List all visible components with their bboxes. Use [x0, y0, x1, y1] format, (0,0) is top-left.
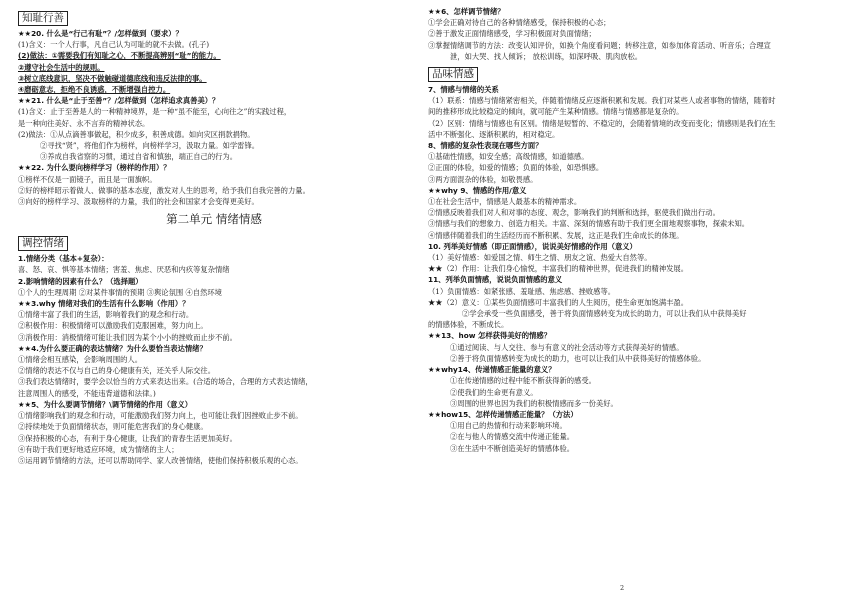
indented-line: ①在传递情感的过程中能不断获得新的感受。	[450, 376, 596, 386]
text-line: ②正面的体验，如爱的情感；负面的体验，如恐惧感。	[428, 163, 604, 173]
text-line: ③掌握情绪调节的方法：改变认知评价，如换个角度看问题；转移注意，如参加体育活动、听音乐；合理宣	[428, 40, 771, 50]
question-heading: ★★22. 为什么要向榜样学习（榜样的作用）？	[18, 163, 171, 173]
text-line: 的情感体验，不断成长。	[428, 320, 509, 330]
text-line: (1)含义：止于至善是人的一种精神境界，是一种“虽不能至，心向往之”的实践过程，	[18, 107, 292, 117]
text-line: 间的推移形成比较稳定的倾向，就可能产生某种情感。情绪与情感都是复杂的。	[428, 107, 684, 117]
text-line: ③消极作用：消极情绪可能让我们因为某个小小的挫败而止步不前。	[18, 332, 237, 342]
question-heading: ★★21. 什么是“止于至善”？/怎样做到（怎样追求真善美）？	[18, 96, 220, 106]
question-heading: ★★20. 什么是“行己有耻”？/怎样做到（要求）？	[18, 29, 183, 38]
text-line: ②情感反映着我们对人和对事的态度、观念，影响我们的判断和选择，驱使我们做出行动。	[428, 208, 720, 218]
text-line: ③我们表达情绪时，要学会以恰当的方式来表达出来。(合适的场合，合理的方式表达情绪，	[18, 377, 313, 387]
text-line: ①情绪会相互感染，会影响周围的人。	[18, 355, 143, 365]
indented-line: 泄，如大哭、找人倾诉； 放松训练，如深呼吸、肌肉放松。	[450, 51, 643, 61]
key-point-line: ②遵守社会生活中的规则。	[18, 62, 105, 72]
indented-line: ③养成自我省察的习惯，通过自省和慎独，端正自己的行为。	[40, 152, 238, 162]
question-heading: 7、情感与情绪的关系	[428, 85, 499, 95]
text-line: (2)做法：①从点滴善事做起，积少成多，积善成德。如向灾区捐款捐物。	[18, 129, 255, 139]
text-line: ①情绪丰富了我们的生活，影响着我们的观念和行动。	[18, 310, 194, 320]
text-line: ①个人的生理周期 ②对某件事情的预期 ③舆论氛围 ④自然环境	[18, 287, 222, 297]
text-line: （1）美好情感：如爱国之情、师生之情、朋友之谊、热爱大自然等。	[428, 253, 652, 263]
question-heading: ★★3.why 情绪对我们的生活有什么影响（作用）？	[18, 299, 190, 309]
question-heading: ★★6、怎样调节情绪？	[428, 7, 505, 16]
text-line: ①基础性情感，如安全感；高级情感，如道德感。	[428, 152, 589, 162]
text-line: ④情感伴随着我们的生活经历而不断积累、发展，这正是我们生命成长的体现。	[428, 230, 684, 240]
indented-line: ②使我们的生命更有意义。	[450, 387, 538, 397]
text-line: ①榜样不仅是一面镜子，而且是一面旗帜。	[18, 174, 157, 184]
text-line: ②积极作用：积极情绪可以激励我们克服困难，努力向上。	[18, 321, 208, 331]
indented-line: ②寻找“贤”，将他们作为榜样，向榜样学习，汲取力量。如学雷锋。	[40, 141, 260, 151]
text-line: (1)含义：一个人行事，凡自己认为可耻的就不去做。(孔子)	[18, 40, 210, 50]
question-heading: 10. 列举美好情感（即正面情感），说说美好情感的作用（意义）	[428, 241, 637, 251]
text-line: ②善于激发正面情绪感受，学习积极面对负面情绪；	[428, 29, 596, 39]
right-column	[428, 6, 842, 454]
page-number: 2	[620, 584, 625, 592]
question-heading: 11、列举负面情感，说说负面情感的意义	[428, 275, 563, 285]
question-heading: 8、情感的复杂性表现在哪些方面？	[428, 141, 543, 151]
text-line: ③情感与我们的想象力、创造力相关。丰富、深刻的情感有助于我们更全面地观察事物，探索未知。	[428, 219, 750, 229]
text-line: ★★（2）意义：①某些负面情感可丰富我们的人生阅历，使生命更加饱满丰盈。	[428, 297, 689, 307]
key-point-line: (2)做法：①需要我们有知耻之心，不断提高辨别“耻”的能力。	[18, 51, 221, 61]
indented-line: ③在生活中不断创造美好的情感体验。	[450, 443, 575, 453]
text-line: ②持续地处于负面情绪状态，则可能危害我们的身心健康。	[18, 422, 208, 432]
section-heading: 知耻行善	[18, 11, 68, 26]
key-point-line: ③树立底线意识，坚决不做触碰道德底线和违反法律的事。	[18, 73, 207, 83]
text-line: （1）负面情感：如紧张感、羞耻感、焦虑感、挫败感等。	[428, 286, 616, 296]
question-heading: ★★4.为什么要正确的表达情绪？为什么要恰当表达情绪？	[18, 343, 207, 353]
indented-line: ①用自己的热情和行动来影响环境。	[450, 421, 567, 431]
question-heading: ★★5、为什么要调节情绪？\调节情绪的作用（意义）	[18, 399, 193, 409]
question-heading: ★★why 9、情感的作用/意义	[428, 185, 527, 195]
text-line: ③两方面混杂的体验，如敬畏感。	[428, 174, 538, 184]
text-line: ④有助于我们更好地适应环境，成为情绪的主人；	[18, 444, 179, 454]
question-heading: ★★how15、怎样传递情感正能量？（方法）	[428, 409, 578, 419]
key-point-line: ④磨砺意志，拒绝不良诱惑，不断增强自控力。	[18, 85, 171, 95]
text-line: （1）联系：情感与情绪紧密相关，伴随着情绪反应逐渐积累和发展。我们对某些人或者事物的情绪，随着时	[428, 96, 776, 106]
text-line: 注意周围人的感受，不能违背道德和法律。)	[18, 388, 156, 398]
indented-line: ③周围的世界也因为我们的积极情感而多一份美好。	[450, 398, 618, 408]
text-line: ★★（2）作用：让我们身心愉悦，丰富我们的精神世界，促进我们的精神发展。	[428, 264, 689, 274]
text-line: ⑤运用调节情绪的方法，还可以帮助同学、家人改善情绪，使他们保持积极乐观的心态。	[18, 455, 303, 465]
section-heading-wrapper	[428, 62, 842, 84]
section-heading-wrapper	[18, 6, 410, 28]
section-heading: 品味情感	[428, 67, 478, 82]
indented-line: ②学会承受一些负面感受，善于将负面情感转变为成长的助力，可以让我们从中获得美好	[462, 309, 747, 319]
left-column	[18, 6, 410, 466]
text-line: ②好的榜样昭示着做人、做事的基本态度，激发对人生的思考，给予我们自我完善的力量。	[18, 185, 310, 195]
text-line: 活中不断强化、逐渐积累的，相对稳定。	[428, 129, 560, 139]
text-line: 喜、怒、哀、惧等基本情绪；害羞、焦虑、厌恶和内疚等复杂情绪	[18, 265, 230, 275]
question-heading: ★★why14、传递情感正能量的意义？	[428, 365, 556, 375]
question-heading: 2.影响情绪的因素有什么？（选择题）	[18, 276, 143, 286]
text-line: （2）区别：情绪与情感也有区别。情绪是短暂的、不稳定的，会随着情境的改变而变化；情感则是我们在生	[428, 118, 776, 128]
question-heading: 1.情绪分类（基本+复杂）：	[18, 254, 109, 264]
text-line: ①情绪影响我们的观念和行动，可能激励我们努力向上，也可能让我们因挫败止步不前。	[18, 411, 303, 421]
section-heading: 调控情绪	[18, 236, 68, 251]
section-heading-wrapper	[18, 231, 410, 253]
indented-line: ①通过阅读、与人交往、参与有意义的社会活动等方式获得美好的情感。	[450, 342, 684, 352]
indented-line: ②善于将负面情感转变为成长的助力，也可以让我们从中获得美好的情感体验。	[450, 353, 706, 363]
text-line: ③向好的榜样学习、汲取榜样的力量，我们的社会和国家才会变得更美好。	[18, 197, 259, 207]
text-line: 是一种向往美好、永不言弃的精神状态。	[18, 118, 150, 128]
indented-line: ②在与他人的情感交流中传递正能量。	[450, 432, 575, 442]
question-heading: ★★13、how 怎样获得美好的情感？	[428, 331, 551, 341]
text-line: ③保持积极的心态，有利于身心健康，让我们的青春生活更加美好。	[18, 433, 237, 443]
text-line: ①在社会生活中，情感是人最基本的精神需求。	[428, 197, 582, 207]
text-line: ②情绪的表达不仅与自己的身心健康有关，还关乎人际交往。	[18, 366, 216, 376]
unit-title: 第二单元 情绪情感	[166, 212, 262, 227]
text-line: ①学会正确对待自己的各种情绪感受，保持积极的心态；	[428, 18, 611, 28]
